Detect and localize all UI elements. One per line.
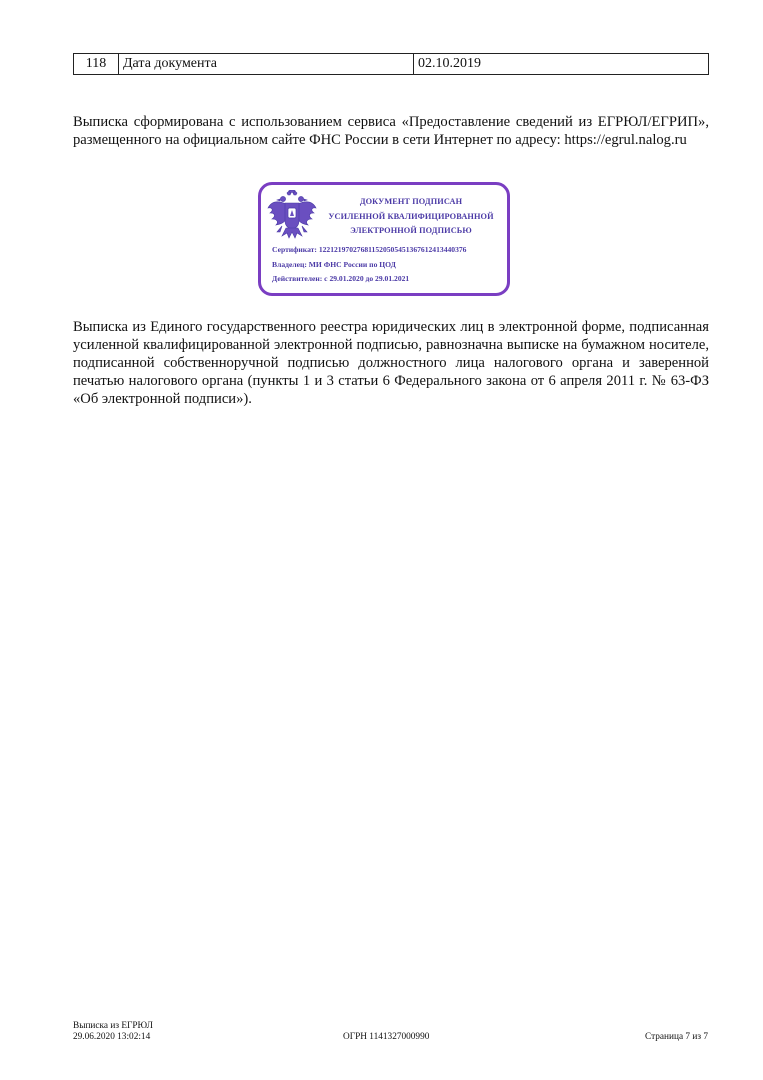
footer-datetime: 29.06.2020 13:02:14 [73,1032,151,1042]
stamp-owner: Владелец: МИ ФНС России по ЦОД [272,260,396,269]
document-date-table [73,53,709,75]
stamp-title-line: ДОКУМЕНТ ПОДПИСАН [359,197,463,206]
stamp-title-line: УСИЛЕННОЙ КВАЛИФИЦИРОВАННОЙ [328,211,494,221]
stamp-title-line: ЭЛЕКТРОННОЙ ПОДПИСЬЮ [350,226,472,235]
footer-doc-name: Выписка из ЕГРЮЛ [73,1021,153,1031]
stamp-certificate: Сертификат: 1221219702768115205054513676124134403​76 [272,245,467,254]
row-label: Дата документа [119,54,414,75]
footer-page-number: Страница 7 из 7 [645,1032,708,1042]
stamp-title [321,195,501,239]
footer-left [73,1021,153,1043]
table-row [74,54,709,75]
row-number: 118 [74,54,119,75]
row-value: 02.10.2019 [414,54,709,75]
russian-double-headed-eagle-emblem-icon [267,190,317,244]
stamp-validity: Действителен: с 29.01.2020 до 29.01.2021 [272,274,410,283]
service-paragraph: Выписка сформирована с использованием сервиса «Предоставление сведений из ЕГРЮЛ/ЕГРИП», размещенного на официальном сайте ФНС России в сети Интернет по адресу: https://egrul.nalog.ru [73,114,709,148]
footer-ogrn: ОГРН 1141327000990 [343,1032,430,1042]
electronic-signature-stamp [258,182,510,296]
legal-paragraph: Выписка из Единого государственного реестра юридических лиц в электронной форме, подписанная усиленной квалифицированной электронной подписью, равнозначна выписке на бумажном носителе, подписанной собственноручной подписью должностного лица налогового органа и заверенной печатью налогового органа (пункты 1 и 3 статьи 6 Федерального закона от 6 апреля 2011 г. № 63-ФЗ «Об электронной подписи»). [73,319,709,407]
